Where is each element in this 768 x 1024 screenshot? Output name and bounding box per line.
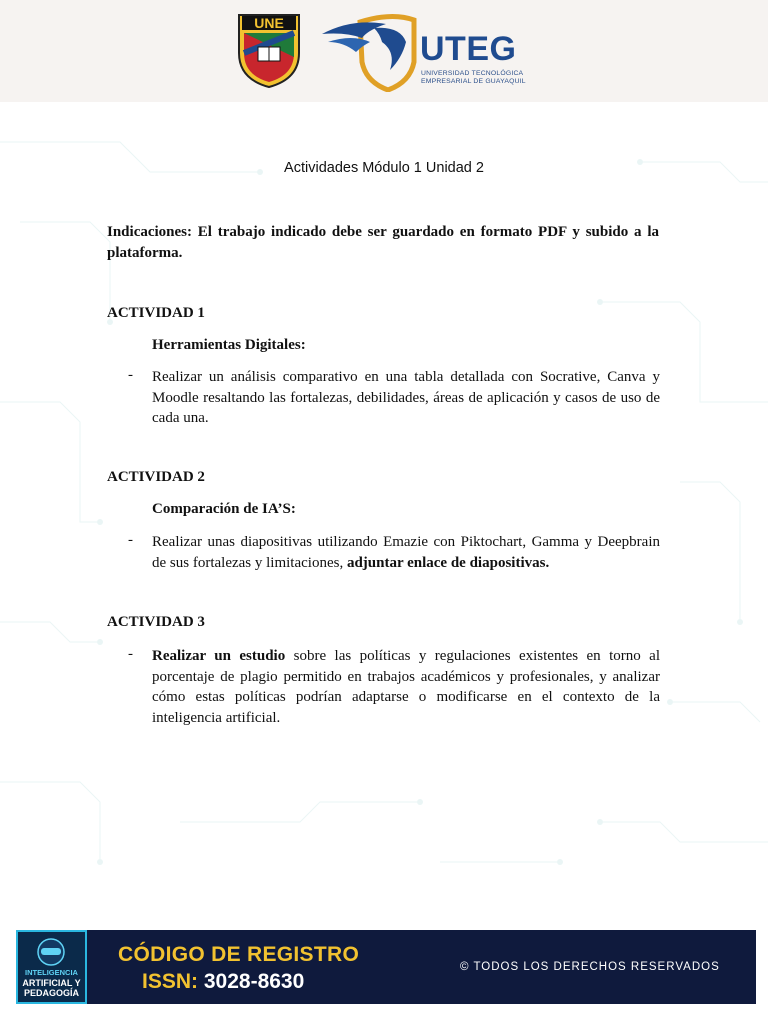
uteg-subtitle-line1: UNIVERSIDAD TECNOLÓGICA: [421, 70, 524, 77]
footer-logo-text: [18, 968, 85, 998]
activity-2-text: Realizar unas diapositivas utilizando Emazie con Piktochart, Gamma y Deepbrain de sus fortalezas y limitaciones,: [152, 534, 660, 571]
uteg-subtitle: [421, 70, 561, 86]
footer-ai-logo: [16, 930, 87, 1004]
copyright-notice: © TODOS LOS DERECHOS RESERVADOS: [460, 961, 720, 973]
registration-title: CÓDIGO DE REGISTRO: [118, 943, 360, 966]
activity-3-text: sobre las políticas y regulaciones existentes en torno al porcentaje de plagio permitido en trabajos académicos y profesionales, y analizar cómo estas políticas podrían adaptarse o modificarse en el contexto de la inteligencia artificial.: [152, 648, 660, 726]
uteg-name: UTEG: [420, 30, 517, 68]
activity-2-subheading: Comparación de IA’S:: [152, 501, 296, 517]
uteg-subtitle-line2: EMPRESARIAL DE GUAYAQUIL: [421, 78, 526, 85]
page-title: Actividades Módulo 1 Unidad 2: [284, 160, 484, 176]
footer-logo-line2: ARTIFICIAL Y: [22, 978, 81, 988]
activity-2-bullet: -: [128, 532, 133, 548]
activity-2-paragraph: [152, 532, 660, 573]
activity-3-bullet: -: [128, 646, 133, 662]
robot-head-icon: [18, 932, 85, 968]
issn: [142, 970, 304, 994]
issn-label: ISSN:: [142, 970, 199, 993]
activity-2-heading: ACTIVIDAD 2: [107, 469, 205, 485]
une-logo-text: UNE: [254, 15, 284, 31]
footer-logo-line3: PEDAGOGÍA: [23, 988, 79, 998]
footer-logo-line1: INTELIGENCIA: [25, 968, 78, 977]
instructions: Indicaciones: El trabajo indicado debe ser guardado en formato PDF y subido a la plataforma.: [107, 224, 659, 261]
activity-3-heading: ACTIVIDAD 3: [107, 614, 205, 630]
activity-3-bold-head: Realizar un estudio: [152, 648, 286, 664]
activity-1-bullet: -: [128, 367, 133, 383]
une-shield-logo: [236, 13, 302, 89]
activity-2-bold-tail: adjuntar enlace de diapositivas.: [346, 554, 550, 571]
activity-3-paragraph: [152, 646, 660, 728]
activity-1-heading: ACTIVIDAD 1: [107, 305, 205, 321]
activity-1-text: Realizar un análisis comparativo en una tabla detallada con Socrative, Canva y Moodle resaltando las fortalezas, debilidades, áreas de aplicación y casos de uso de cada una.: [152, 369, 660, 426]
activity-1-subheading: Herramientas Digitales:: [152, 337, 306, 353]
issn-value: 3028-8630: [203, 970, 305, 993]
